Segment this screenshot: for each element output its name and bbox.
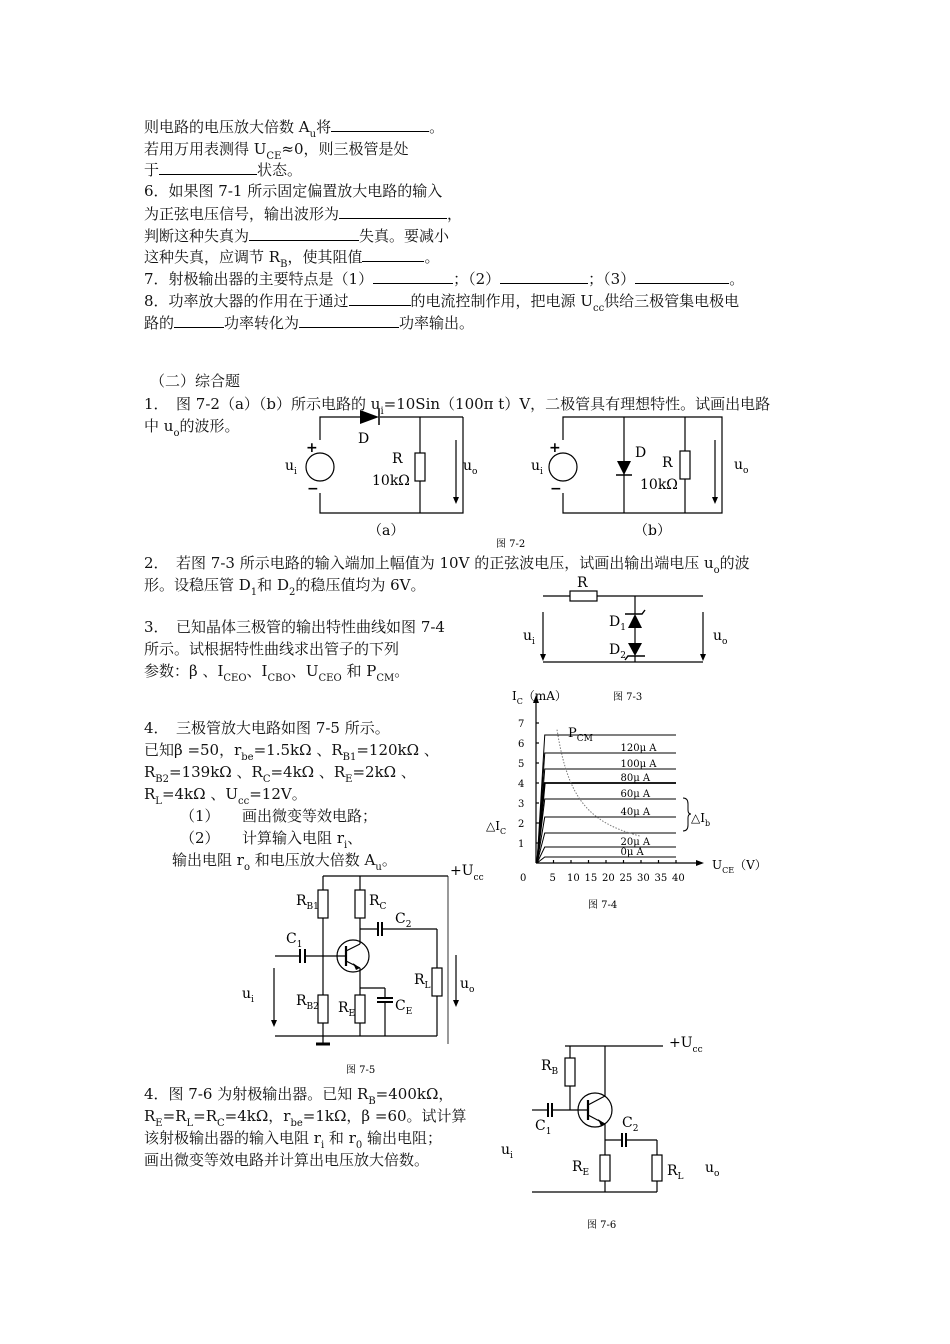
fig73-D2: $D_2$	[609, 642, 626, 661]
fig75-uo: $u_o$	[460, 976, 475, 995]
diode-b-icon	[617, 461, 631, 475]
fig72-a-D: D	[358, 431, 370, 447]
fig72-b-ui: $u_i$	[531, 458, 543, 477]
q4-line-3: $R_{B2}=139k\Omega$ 、$R_C=4k\Omega$ 、$R_E=2k\Omega$ 、	[144, 763, 416, 785]
fig72-a-val: 10kΩ	[372, 473, 410, 489]
fig72-a-uo: $u_o$	[463, 458, 478, 477]
chart-y-tick-label: 1	[518, 839, 525, 850]
chart-y-tick-label: 2	[518, 819, 525, 830]
chart-y-tick-label: 3	[518, 799, 525, 810]
line-3: 于 状态。	[144, 161, 303, 179]
fig76-ui: $u_i$	[501, 1142, 513, 1161]
chart-brace	[683, 798, 691, 831]
fig75-rb2: $R_{B2}$	[296, 993, 319, 1012]
fig72-b-D: D	[635, 445, 647, 461]
svg-text:+: +	[306, 440, 318, 456]
svg-text:−: −	[307, 481, 319, 497]
fig75-ucc: $+U_{cc}$	[450, 863, 484, 883]
q4-line-6: （2） 计算输入电阻 $r_i$、	[180, 829, 363, 851]
chart-curve	[537, 817, 676, 863]
q1-line-2: 中 $u_o$的波形。	[144, 417, 240, 439]
fig73-uo: $u_o$	[713, 628, 728, 647]
q4-line-1: 4． 三极管放大电路如图 7-5 所示。	[144, 719, 390, 737]
figure-7-4-chart	[480, 685, 780, 915]
fig73-caption: 图 7-3	[613, 692, 643, 703]
chart-delta-ic: $\triangle I_C$	[486, 819, 507, 836]
line-7: 这种失真，应调节 $R_B$，使其阻值 。	[144, 248, 440, 270]
line-1: 则电路的电压放大倍数 $A_u$将 。	[144, 118, 445, 140]
chart-y-tick-label: 5	[518, 759, 525, 770]
zener-d2-icon	[628, 643, 642, 656]
chart-series-label: 60μ A	[620, 789, 651, 800]
fig76-c1: $C_1$	[535, 1118, 552, 1137]
chart-x-tick-label: 15	[584, 873, 598, 884]
fig76-c2: $C_2$	[622, 1115, 639, 1134]
chart-series-label: 20μ A	[620, 837, 651, 848]
chart-x-arrow	[696, 860, 704, 866]
fig75-re: $R_E$	[338, 1000, 356, 1019]
line-10: 路的 功率转化为 功率输出。	[144, 314, 475, 332]
fig72-a-ui: $u_i$	[285, 458, 297, 477]
q5-line-2: $R_E=R_L=R_C=4k\Omega$，$r_{be}=1k\Omega$，β =60。试计算	[144, 1107, 467, 1129]
svg-text:−: −	[550, 481, 562, 497]
chart-curve	[537, 783, 676, 863]
chart-series-label: 120μ A	[620, 743, 657, 754]
emitter-arrow-icon	[353, 963, 360, 970]
q5-line-1: 4．图 7-6 为射极输出器。已知 $R_B=400k\Omega$，	[144, 1085, 454, 1107]
q1-line-1: 1． 图 7-2（a）（b）所示电路的 $u_i=10Sin(100\pi$ t）V，二极管具有理想特性。试画出电路	[144, 395, 771, 417]
fig75-rc: $R_C$	[369, 893, 387, 912]
fig72-cap-a: （a）	[368, 523, 405, 539]
chart-x-tick-label: 10	[567, 873, 580, 884]
fig75-rb1: $R_{B1}$	[296, 893, 319, 912]
line-6: 判断这种失真为 失真。要减小	[144, 227, 450, 245]
fig76-caption: 图 7-6	[587, 1220, 617, 1231]
q4-line-2: 已知β =50，$r_{be}=1.5k\Omega$ 、$R_{B1}=120k\Omega$ 、	[144, 741, 439, 763]
chart-curve	[537, 833, 676, 863]
chart-curve	[537, 799, 676, 863]
q3-line-3: 参数：β 、$I_{CEO}$、$I_{CBO}$、$U_{CEO}$ 和 $P_{CM}$。	[144, 662, 410, 684]
line-8: 7．射极输出器的主要特点是（1） ；（2） ；（3） 。	[144, 270, 745, 288]
figure-7-2	[270, 405, 749, 550]
fig72-b-uo: $u_o$	[734, 457, 749, 476]
section-title: （二）综合题	[150, 372, 241, 390]
q2-line-2: 形。设稳压管 $D_1$和 $D_2$的稳压值均为 6V。	[144, 576, 426, 598]
chart-x-tick-label: 30	[637, 873, 650, 884]
chart-x-tick-label: 35	[654, 873, 668, 884]
fig76-rl: $R_L$	[667, 1163, 684, 1182]
fig72-a-R: R	[392, 451, 403, 467]
fig73-D1: $D_1$	[609, 614, 626, 633]
fig76-ucc: $+U_{cc}$	[669, 1035, 703, 1055]
fig72-caption: 图 7-2	[496, 539, 526, 550]
fig72-b-R: R	[662, 455, 673, 471]
chart-xlabel: $U_{CE}(V)$	[712, 858, 767, 875]
fig75-caption: 图 7-5	[346, 1065, 376, 1076]
line-9: 8．功率放大器的作用在于通过 的电流控制作用，把电源 $U_{cc}$供给三极管集电极电	[144, 292, 740, 314]
svg-text:+: +	[549, 440, 561, 456]
q2-line-1: 2． 若图 7-3 所示电路的输入端加上幅值为 10V 的正弦波电压，试画出输出端电压 $u_o$的波	[144, 554, 750, 576]
chart-x-tick-label: 25	[619, 873, 633, 884]
figure-7-6	[495, 1030, 755, 1235]
chart-x-tick-label: 5	[549, 873, 556, 884]
chart-ylabel: $I_C(mA)$	[512, 689, 567, 706]
line-2: 若用万用表测得 $U_{CE}\approx 0$，则三极管是处	[144, 140, 409, 162]
q4-line-4: $R_L=4k\Omega$ 、$U_{cc}=12V$。	[144, 785, 307, 807]
fig75-ui: $u_i$	[242, 986, 254, 1005]
fig75-c2: $C_2$	[395, 911, 412, 930]
chart-series-label: 40μ A	[620, 807, 651, 818]
line-5: 为正弦电压信号，输出波形为 ，	[144, 205, 463, 223]
chart-x-tick-label: 40	[672, 873, 685, 884]
fig73-ui: $u_i$	[523, 628, 535, 647]
fig75-ce: $C_E$	[395, 998, 413, 1017]
fig72-cap-b: （b）	[634, 523, 671, 539]
chart-pcm-label: $P_{CM}$	[568, 726, 593, 744]
zener-d1-icon	[628, 614, 642, 628]
fig76-uo: $u_o$	[705, 1160, 720, 1179]
chart-x-tick-label: 0	[520, 873, 527, 884]
fig75-rl: $R_L$	[414, 972, 431, 991]
q4-line-5: （1） 画出微变等效电路；	[180, 807, 378, 825]
chart-y-tick-label: 4	[518, 779, 525, 790]
line-4: 6．如果图 7-1 所示固定偏置放大电路的输入	[144, 182, 443, 200]
fig75-c1: $C_1$	[286, 931, 303, 950]
q5-line-4: 画出微变等效电路并计算出电压放大倍数。	[144, 1151, 430, 1169]
chart-series-label: 80μ A	[620, 773, 651, 784]
figure-7-5	[230, 860, 490, 1080]
q5-line-3: 该射极输出器的输入电阻 $r_i$ 和 $r_0$ 输出电阻；	[144, 1129, 443, 1151]
q3-line-2: 所示。试根据特性曲线求出管子的下列	[144, 640, 400, 658]
chart-series-label: 0μ A	[620, 847, 644, 858]
chart-delta-ib: $\triangle I_b$	[691, 811, 711, 828]
chart-x-tick-label: 20	[602, 873, 615, 884]
q4-line-7: 输出电阻 $r_o$ 和电压放大倍数 $A_u$。	[172, 851, 397, 873]
chart-series-label: 100μ A	[620, 759, 657, 770]
chart-y-tick-label: 6	[518, 739, 525, 750]
fig76-re: $R_E$	[572, 1159, 590, 1178]
diode-a-icon	[360, 410, 379, 424]
fig76-rb: $R_B$	[541, 1058, 559, 1077]
fig72-b-val: 10kΩ	[640, 477, 678, 493]
q3-line-1: 3． 已知晶体三极管的输出特性曲线如图 7-4	[144, 618, 445, 636]
chart-y-tick-label: 7	[518, 719, 525, 730]
fig74-caption: 图 7-4	[588, 900, 618, 911]
fig73-R: R	[577, 575, 588, 591]
